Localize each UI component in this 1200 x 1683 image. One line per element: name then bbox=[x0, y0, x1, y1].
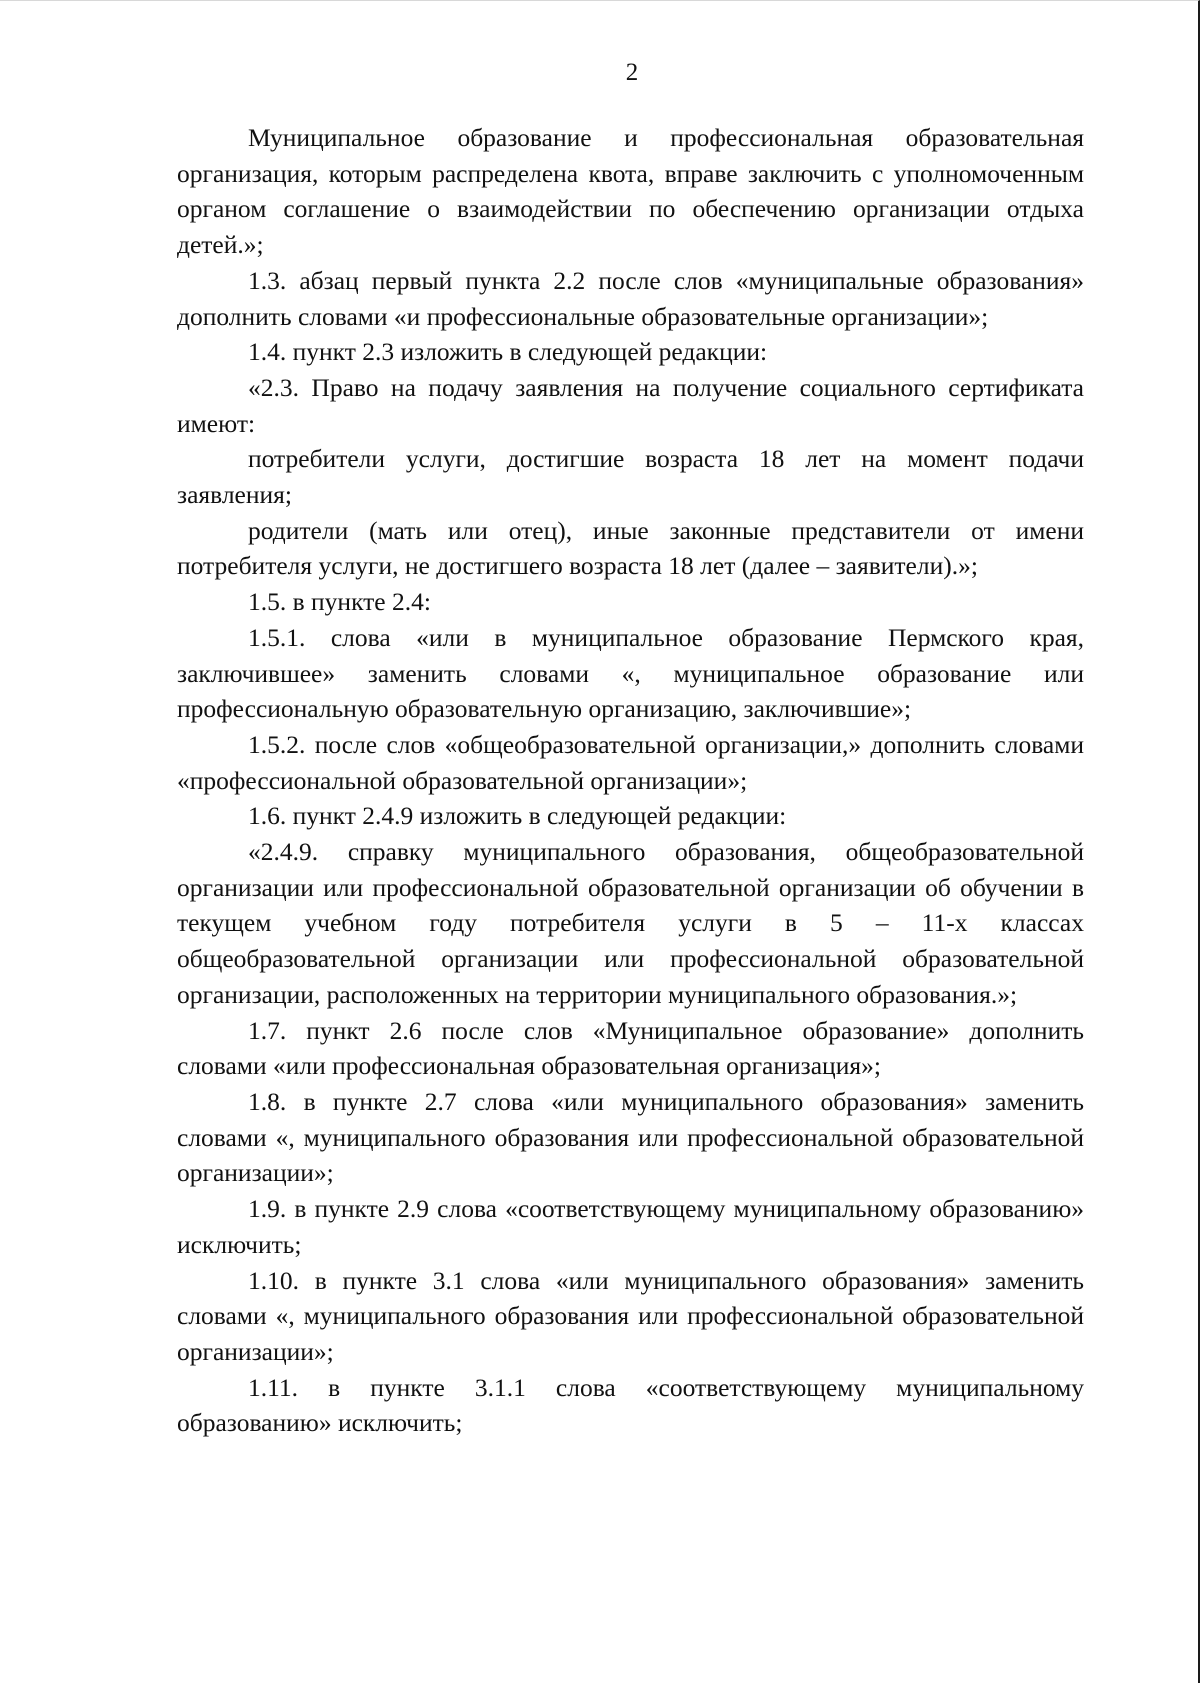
paragraph: 1.3. абзац первый пункта 2.2 после слов «муниципальные образования» дополнить словами «и профессиональные образовательные организации»; bbox=[177, 265, 1084, 331]
paragraph: 1.7. пункт 2.6 после слов «Муниципальное образование» дополнить словами «или профессиональная образовательная организация»; bbox=[177, 1015, 1084, 1081]
paragraph: 1.9. в пункте 2.9 слова «соответствующему муниципальному образованию» исключить; bbox=[177, 1194, 1084, 1259]
paragraph: родители (мать или отец), иные законные представители от имени потребителя услуги, не достигшего возраста 18 лет (далее – заявители).»; bbox=[177, 515, 1084, 581]
paragraph: «2.4.9. справку муниципального образования, общеобразовательной организации или профессиональной образовательной организации об обучении в текущем учебном году потребителя услуги в 5 – 11-х классах общеобразовательной организации или профессиональной образовательной организации, расположенных на территории муниципального образования.»; bbox=[177, 837, 1084, 1009]
paragraph: 1.4. пункт 2.3 изложить в следующей редакции: bbox=[248, 337, 768, 367]
paragraph: 1.8. в пункте 2.7 слова «или муниципального образования» заменить словами «, муниципального образования или профессиональной образовательной организации»; bbox=[177, 1086, 1084, 1188]
paragraph: 1.5. в пункте 2.4: bbox=[248, 587, 431, 617]
paragraph: потребители услуги, достигшие возраста 18 лет на момент подачи заявления; bbox=[177, 444, 1084, 510]
paragraph: 1.6. пункт 2.4.9 изложить в следующей редакции: bbox=[248, 801, 787, 831]
paragraph: 1.5.2. после слов «общеобразовательной организации,» дополнить словами «профессиональной образовательной организации»; bbox=[177, 729, 1084, 795]
page-number: 2 bbox=[625, 59, 639, 86]
paragraph: Муниципальное образование и профессиональная образовательная организация, которым распределена квота, вправе заключить с уполномоченным органом соглашение о взаимодействии по обеспечению организации отдыха детей.»; bbox=[177, 123, 1084, 260]
paragraph: 1.10. в пункте 3.1 слова «или муниципального образования» заменить словами «, муниципального образования или профессиональной образовательной организации»; bbox=[177, 1265, 1084, 1366]
paragraph: «2.3. Право на подачу заявления на получение социального сертификата имеют: bbox=[177, 372, 1084, 438]
document-body bbox=[177, 120, 1084, 1441]
paragraph: 1.11. в пункте 3.1.1 слова «соответствующему муниципальному образованию» исключить; bbox=[177, 1372, 1084, 1438]
paragraph: 1.5.1. слова «или в муниципальное образование Пермского края, заключившее» заменить словами «, муниципальное образование или профессиональную образовательную организацию, заключившие»; bbox=[177, 622, 1084, 724]
